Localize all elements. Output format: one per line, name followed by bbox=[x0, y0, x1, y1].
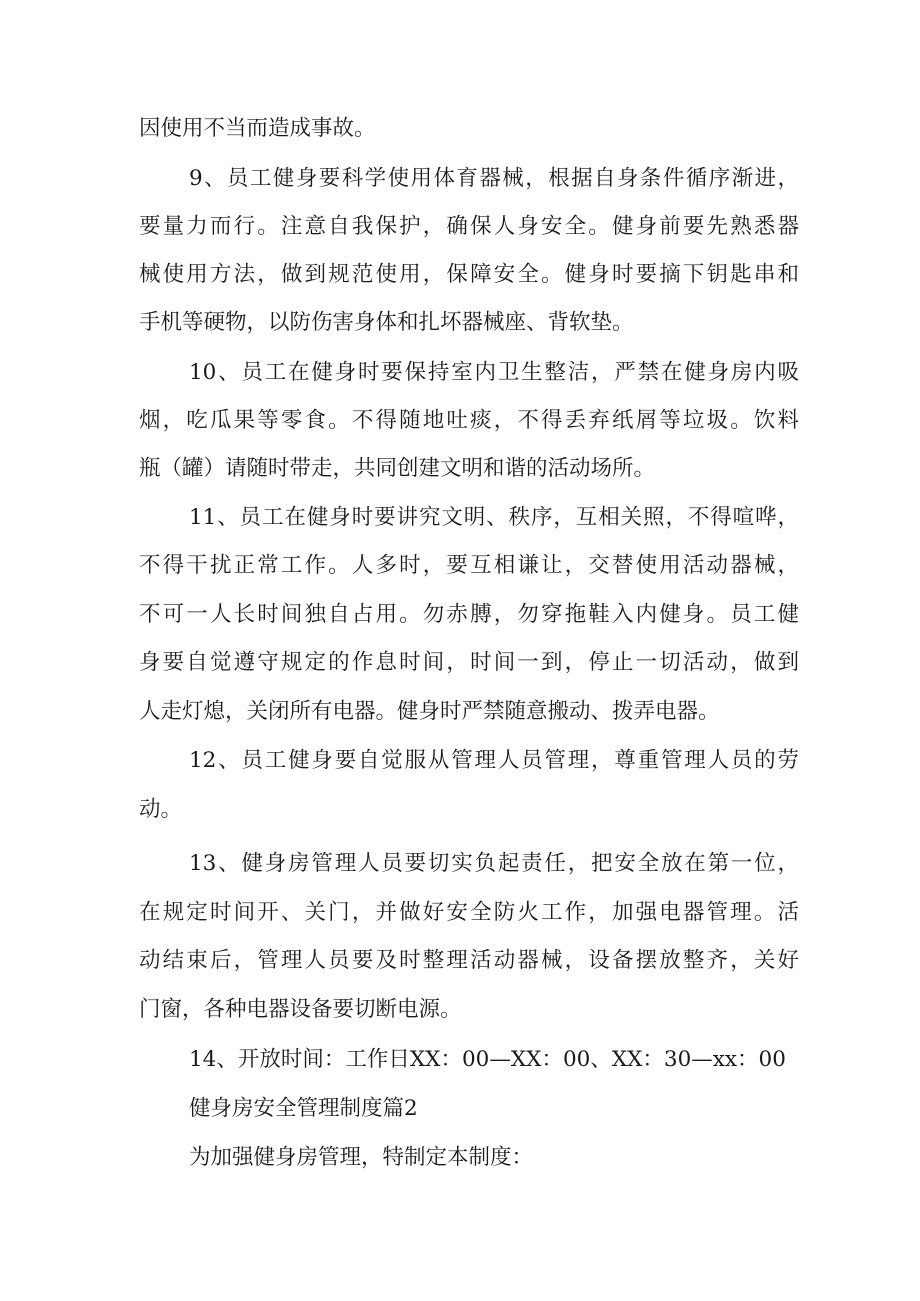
text-line: 在规定时间开、关门，并做好安全防火工作，加强电器管理。活 bbox=[139, 900, 799, 925]
section-heading: 健身房安全管理制度篇2 bbox=[189, 1096, 418, 1121]
text-line: 要量力而行。注意自我保护，确保人身安全。健身前要先熟悉器 bbox=[139, 214, 799, 239]
text-line: 动。 bbox=[139, 797, 183, 822]
text-line: 手机等硬物，以防伤害身体和扎坏器械座、背软垫。 bbox=[139, 310, 634, 335]
paragraph-13-line: 13、健身房管理人员要切实负起责任，把安全放在第一位， bbox=[189, 851, 799, 876]
text-line: 械使用方法，做到规范使用，保障安全。健身时要摘下钥匙串和 bbox=[139, 262, 799, 287]
text-line: 不可一人长时间独自占用。勿赤膊，勿穿拖鞋入内健身。员工健 bbox=[139, 602, 799, 627]
text-line: 门窗，各种电器设备要切断电源。 bbox=[139, 997, 462, 1022]
text-line: 动结束后，管理人员要及时整理活动器械，设备摆放整齐，关好 bbox=[139, 948, 799, 973]
paragraph-12-line: 12、员工健身要自觉服从管理人员管理，尊重管理人员的劳 bbox=[189, 748, 799, 773]
paragraph-14-line: 14、开放时间：工作日XX：00—XX：00、XX：30—xx：00 bbox=[189, 1047, 786, 1072]
text-line: 人走灯熄，关闭所有电器。健身时严禁随意搬动、拨弄电器。 bbox=[139, 699, 720, 724]
paragraph-9-line: 9、员工健身要科学使用体育器械，根据自身条件循序渐进， bbox=[189, 166, 799, 191]
paragraph-10-line: 10、员工在健身时要保持室内卫生整洁，严禁在健身房内吸 bbox=[189, 360, 799, 385]
text-line: 因使用不当而造成事故。 bbox=[139, 116, 376, 141]
paragraph-11-line: 11、员工在健身时要讲究文明、秩序，互相关照，不得喧哗， bbox=[189, 505, 799, 530]
text-line: 不得干扰正常工作。人多时，要互相谦让，交替使用活动器械， bbox=[139, 553, 799, 578]
text-line: 身要自觉遵守规定的作息时间，时间一到，停止一切活动，做到 bbox=[139, 650, 799, 675]
text-line: 瓶（罐）请随时带走，共同创建文明和谐的活动场所。 bbox=[139, 456, 656, 481]
text-line: 烟，吃瓜果等零食。不得随地吐痰，不得丢弃纸屑等垃圾。饮料 bbox=[139, 408, 799, 433]
intro-line: 为加强健身房管理，特制定本制度： bbox=[189, 1145, 534, 1170]
